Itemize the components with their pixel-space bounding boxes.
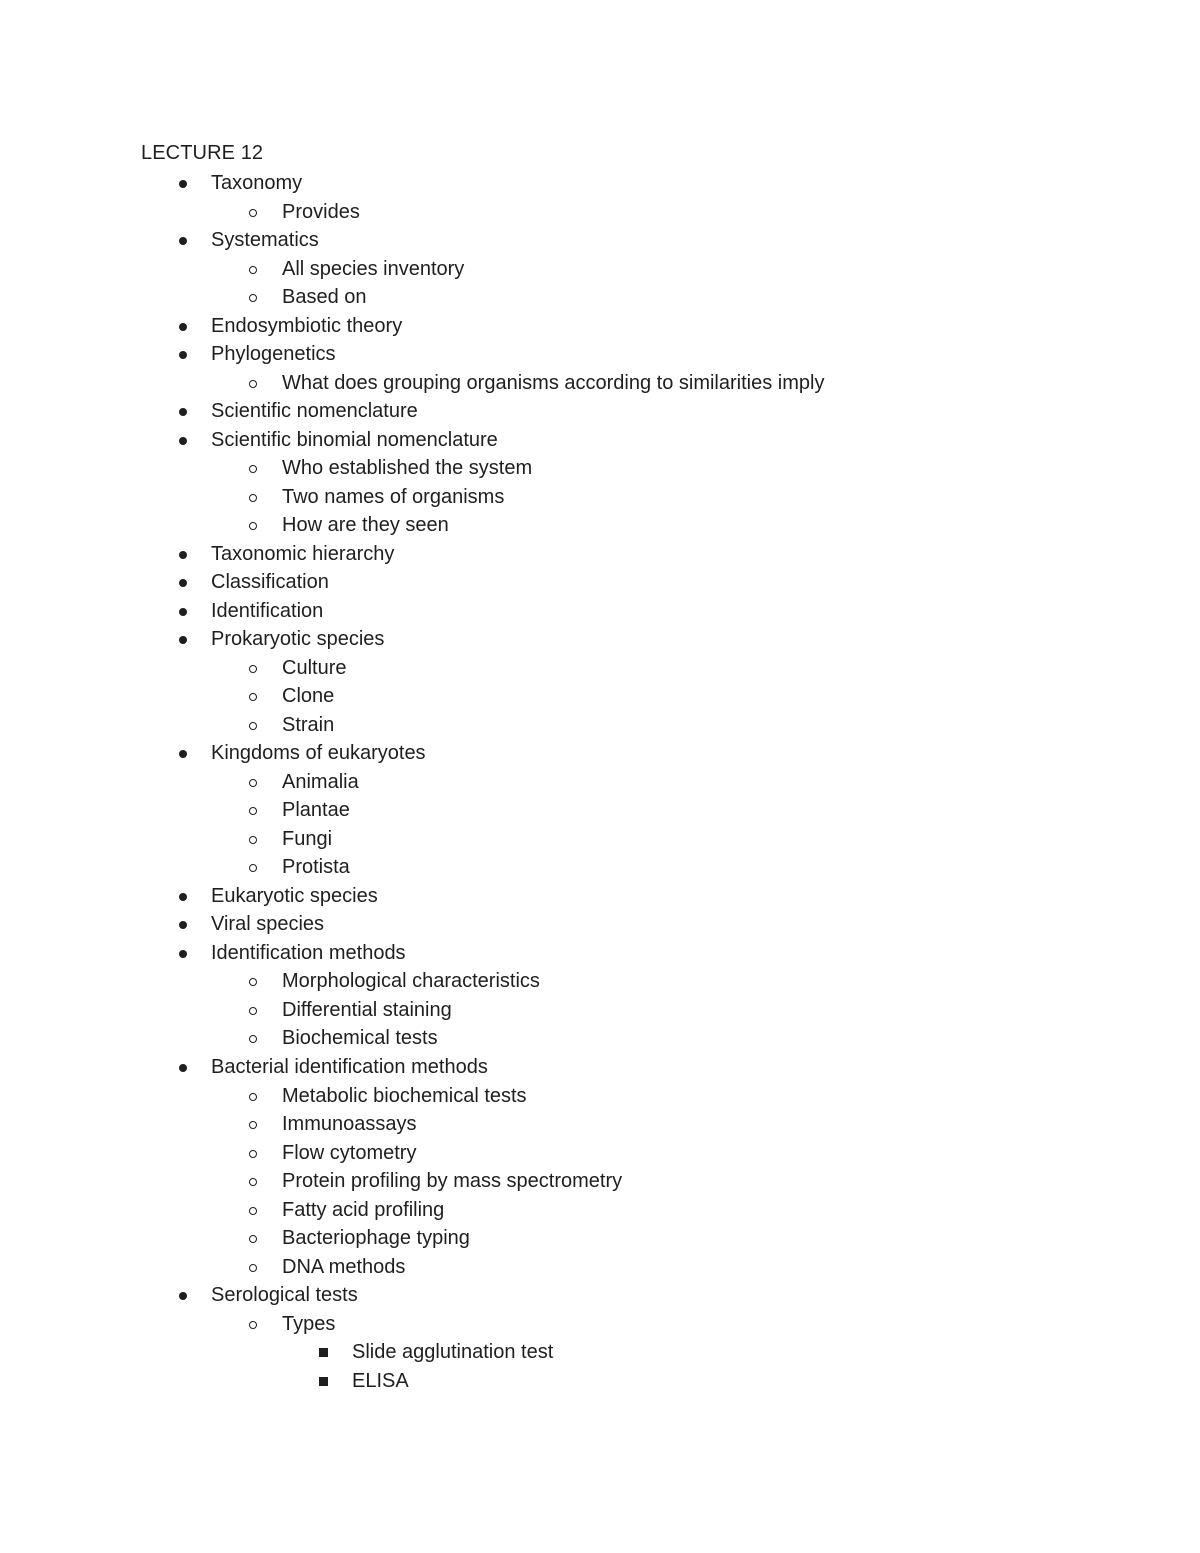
outline-item-level-2	[0, 369, 1200, 398]
hollow-circle-bullet-icon	[249, 1264, 257, 1272]
hollow-circle-bullet-icon	[249, 294, 257, 302]
filled-disc-bullet-icon	[179, 1064, 187, 1072]
hollow-circle-bullet-icon	[249, 465, 257, 473]
outline-item-level-1	[0, 597, 1200, 626]
filled-disc-bullet-icon	[179, 579, 187, 587]
hollow-circle-bullet-icon	[249, 1321, 257, 1329]
hollow-circle-bullet-icon	[249, 522, 257, 530]
hollow-circle-bullet-icon	[249, 1150, 257, 1158]
outline-item-level-1	[0, 397, 1200, 426]
hollow-circle-bullet-icon	[249, 1178, 257, 1186]
outline-item-text: Identification	[211, 599, 324, 622]
outline-item-level-1	[0, 910, 1200, 939]
outline-item-level-2	[0, 1110, 1200, 1139]
outline-item-text: Fatty acid profiling	[282, 1198, 445, 1221]
outline-item-level-2	[0, 796, 1200, 825]
outline-item-text: Protein profiling by mass spectrometry	[282, 1170, 623, 1193]
outline-item-text: Viral species	[211, 913, 325, 936]
outline-item-text: Strain	[282, 713, 335, 736]
outline-item-level-3	[0, 1367, 1200, 1396]
outline-item-level-2	[0, 483, 1200, 512]
hollow-circle-bullet-icon	[249, 836, 257, 844]
hollow-circle-bullet-icon	[249, 1007, 257, 1015]
outline-item-text: Plantae	[282, 799, 350, 822]
outline-item-text: Provides	[282, 200, 360, 223]
hollow-circle-bullet-icon	[249, 380, 257, 388]
outline-item-text: Taxonomy	[211, 172, 303, 194]
outline-item-text: Prokaryotic species	[211, 628, 385, 651]
outline-item-level-2	[0, 198, 1200, 227]
hollow-circle-bullet-icon	[249, 978, 257, 986]
outline-item-level-2	[0, 1310, 1200, 1339]
outline-item-text: Differential staining	[282, 998, 452, 1021]
outline-item-level-2	[0, 283, 1200, 312]
filled-disc-bullet-icon	[179, 551, 187, 559]
outline-item-level-2	[0, 654, 1200, 683]
outline-item-text: Immunoassays	[282, 1113, 417, 1136]
outline-item-level-2	[0, 711, 1200, 740]
filled-disc-bullet-icon	[179, 750, 187, 758]
outline-item-text: How are they seen	[282, 514, 449, 537]
outline-item-text: Fungi	[282, 827, 333, 850]
outline-item-text: Two names of organisms	[282, 485, 505, 508]
hollow-circle-bullet-icon	[249, 693, 257, 701]
filled-disc-bullet-icon	[179, 351, 187, 359]
hollow-circle-bullet-icon	[249, 494, 257, 502]
outline-item-level-2	[0, 1139, 1200, 1168]
filled-disc-bullet-icon	[179, 950, 187, 958]
outline-item-level-3	[0, 1338, 1200, 1367]
outline-item-text: Culture	[282, 656, 347, 679]
outline-item-level-2	[0, 1167, 1200, 1196]
outline-item-level-2	[0, 454, 1200, 483]
hollow-circle-bullet-icon	[249, 864, 257, 872]
outline-item-level-2	[0, 511, 1200, 540]
outline-item-level-2	[0, 768, 1200, 797]
hollow-circle-bullet-icon	[249, 1235, 257, 1243]
outline-item-text: Serological tests	[211, 1284, 358, 1307]
outline-item-level-1	[0, 426, 1200, 455]
outline-item-text: Biochemical tests	[282, 1027, 438, 1050]
outline-item-level-1	[0, 312, 1200, 341]
outline-item-level-2	[0, 825, 1200, 854]
outline-item-text: DNA methods	[282, 1255, 406, 1278]
hollow-circle-bullet-icon	[249, 1121, 257, 1129]
outline-item-text: Phylogenetics	[211, 343, 336, 366]
filled-disc-bullet-icon	[179, 636, 187, 644]
outline-item-text: Metabolic biochemical tests	[282, 1084, 527, 1107]
document-title: LECTURE 12	[141, 142, 264, 164]
outline-item-level-1	[0, 169, 1200, 198]
outline-item-level-1	[0, 625, 1200, 654]
outline-item-text: Kingdoms of eukaryotes	[211, 742, 426, 765]
outline-item-text: Scientific nomenclature	[211, 400, 418, 423]
hollow-circle-bullet-icon	[249, 209, 257, 217]
hollow-circle-bullet-icon	[249, 1035, 257, 1043]
outline-item-level-1	[0, 1053, 1200, 1082]
outline-item-level-2	[0, 1224, 1200, 1253]
outline-item-level-2	[0, 255, 1200, 284]
outline-item-text: Flow cytometry	[282, 1141, 417, 1164]
hollow-circle-bullet-icon	[249, 1207, 257, 1215]
outline-item-level-1	[0, 882, 1200, 911]
filled-square-bullet-icon	[319, 1377, 328, 1386]
outline-item-text: Clone	[282, 685, 335, 708]
outline-item-text: Bacterial identification methods	[211, 1055, 488, 1078]
outline-item-level-2	[0, 682, 1200, 711]
outline-item-level-2	[0, 1024, 1200, 1053]
outline-item-text: Bacteriophage typing	[282, 1227, 470, 1250]
outline-item-level-2	[0, 967, 1200, 996]
filled-disc-bullet-icon	[179, 893, 187, 901]
outline-item-text: Identification methods	[211, 941, 406, 964]
filled-disc-bullet-icon	[179, 180, 187, 188]
filled-disc-bullet-icon	[179, 1292, 187, 1300]
outline-item-text: Systematics	[211, 229, 319, 252]
outline-item-text: Morphological characteristics	[282, 970, 540, 993]
bullet-outline	[0, 169, 1200, 1395]
outline-item-text: Who established the system	[282, 457, 533, 480]
outline-item-level-1	[0, 340, 1200, 369]
outline-item-text: Based on	[282, 286, 367, 309]
outline-item-text: Taxonomic hierarchy	[211, 542, 395, 565]
outline-item-text: Scientific binomial nomenclature	[211, 428, 498, 451]
outline-item-level-2	[0, 1253, 1200, 1282]
outline-item-level-2	[0, 1082, 1200, 1111]
hollow-circle-bullet-icon	[249, 722, 257, 730]
outline-item-text: All species inventory	[282, 257, 465, 280]
outline-item-text: Endosymbiotic theory	[211, 314, 403, 337]
filled-disc-bullet-icon	[179, 921, 187, 929]
outline-item-level-2	[0, 996, 1200, 1025]
hollow-circle-bullet-icon	[249, 266, 257, 274]
outline-item-level-1	[0, 1281, 1200, 1310]
outline-item-text: Slide agglutination test	[352, 1341, 554, 1364]
outline-item-level-1	[0, 739, 1200, 768]
outline-item-text: What does grouping organisms according to similarities imply	[282, 371, 825, 394]
outline-item-level-1	[0, 226, 1200, 255]
filled-disc-bullet-icon	[179, 408, 187, 416]
filled-disc-bullet-icon	[179, 237, 187, 245]
outline-item-level-1	[0, 540, 1200, 569]
filled-disc-bullet-icon	[179, 608, 187, 616]
outline-item-text: Classification	[211, 571, 329, 594]
outline-item-text: Protista	[282, 856, 350, 879]
outline-item-level-2	[0, 1196, 1200, 1225]
outline-item-text: ELISA	[352, 1369, 409, 1392]
outline-item-level-2	[0, 853, 1200, 882]
hollow-circle-bullet-icon	[249, 807, 257, 815]
hollow-circle-bullet-icon	[249, 1093, 257, 1101]
outline-item-text: Eukaryotic species	[211, 884, 378, 907]
filled-square-bullet-icon	[319, 1348, 328, 1357]
hollow-circle-bullet-icon	[249, 665, 257, 673]
hollow-circle-bullet-icon	[249, 779, 257, 787]
outline-item-level-1	[0, 568, 1200, 597]
outline-item-text: Types	[282, 1312, 336, 1335]
filled-disc-bullet-icon	[179, 323, 187, 331]
outline-item-level-1	[0, 939, 1200, 968]
filled-disc-bullet-icon	[179, 437, 187, 445]
outline-item-text: Animalia	[282, 770, 359, 793]
